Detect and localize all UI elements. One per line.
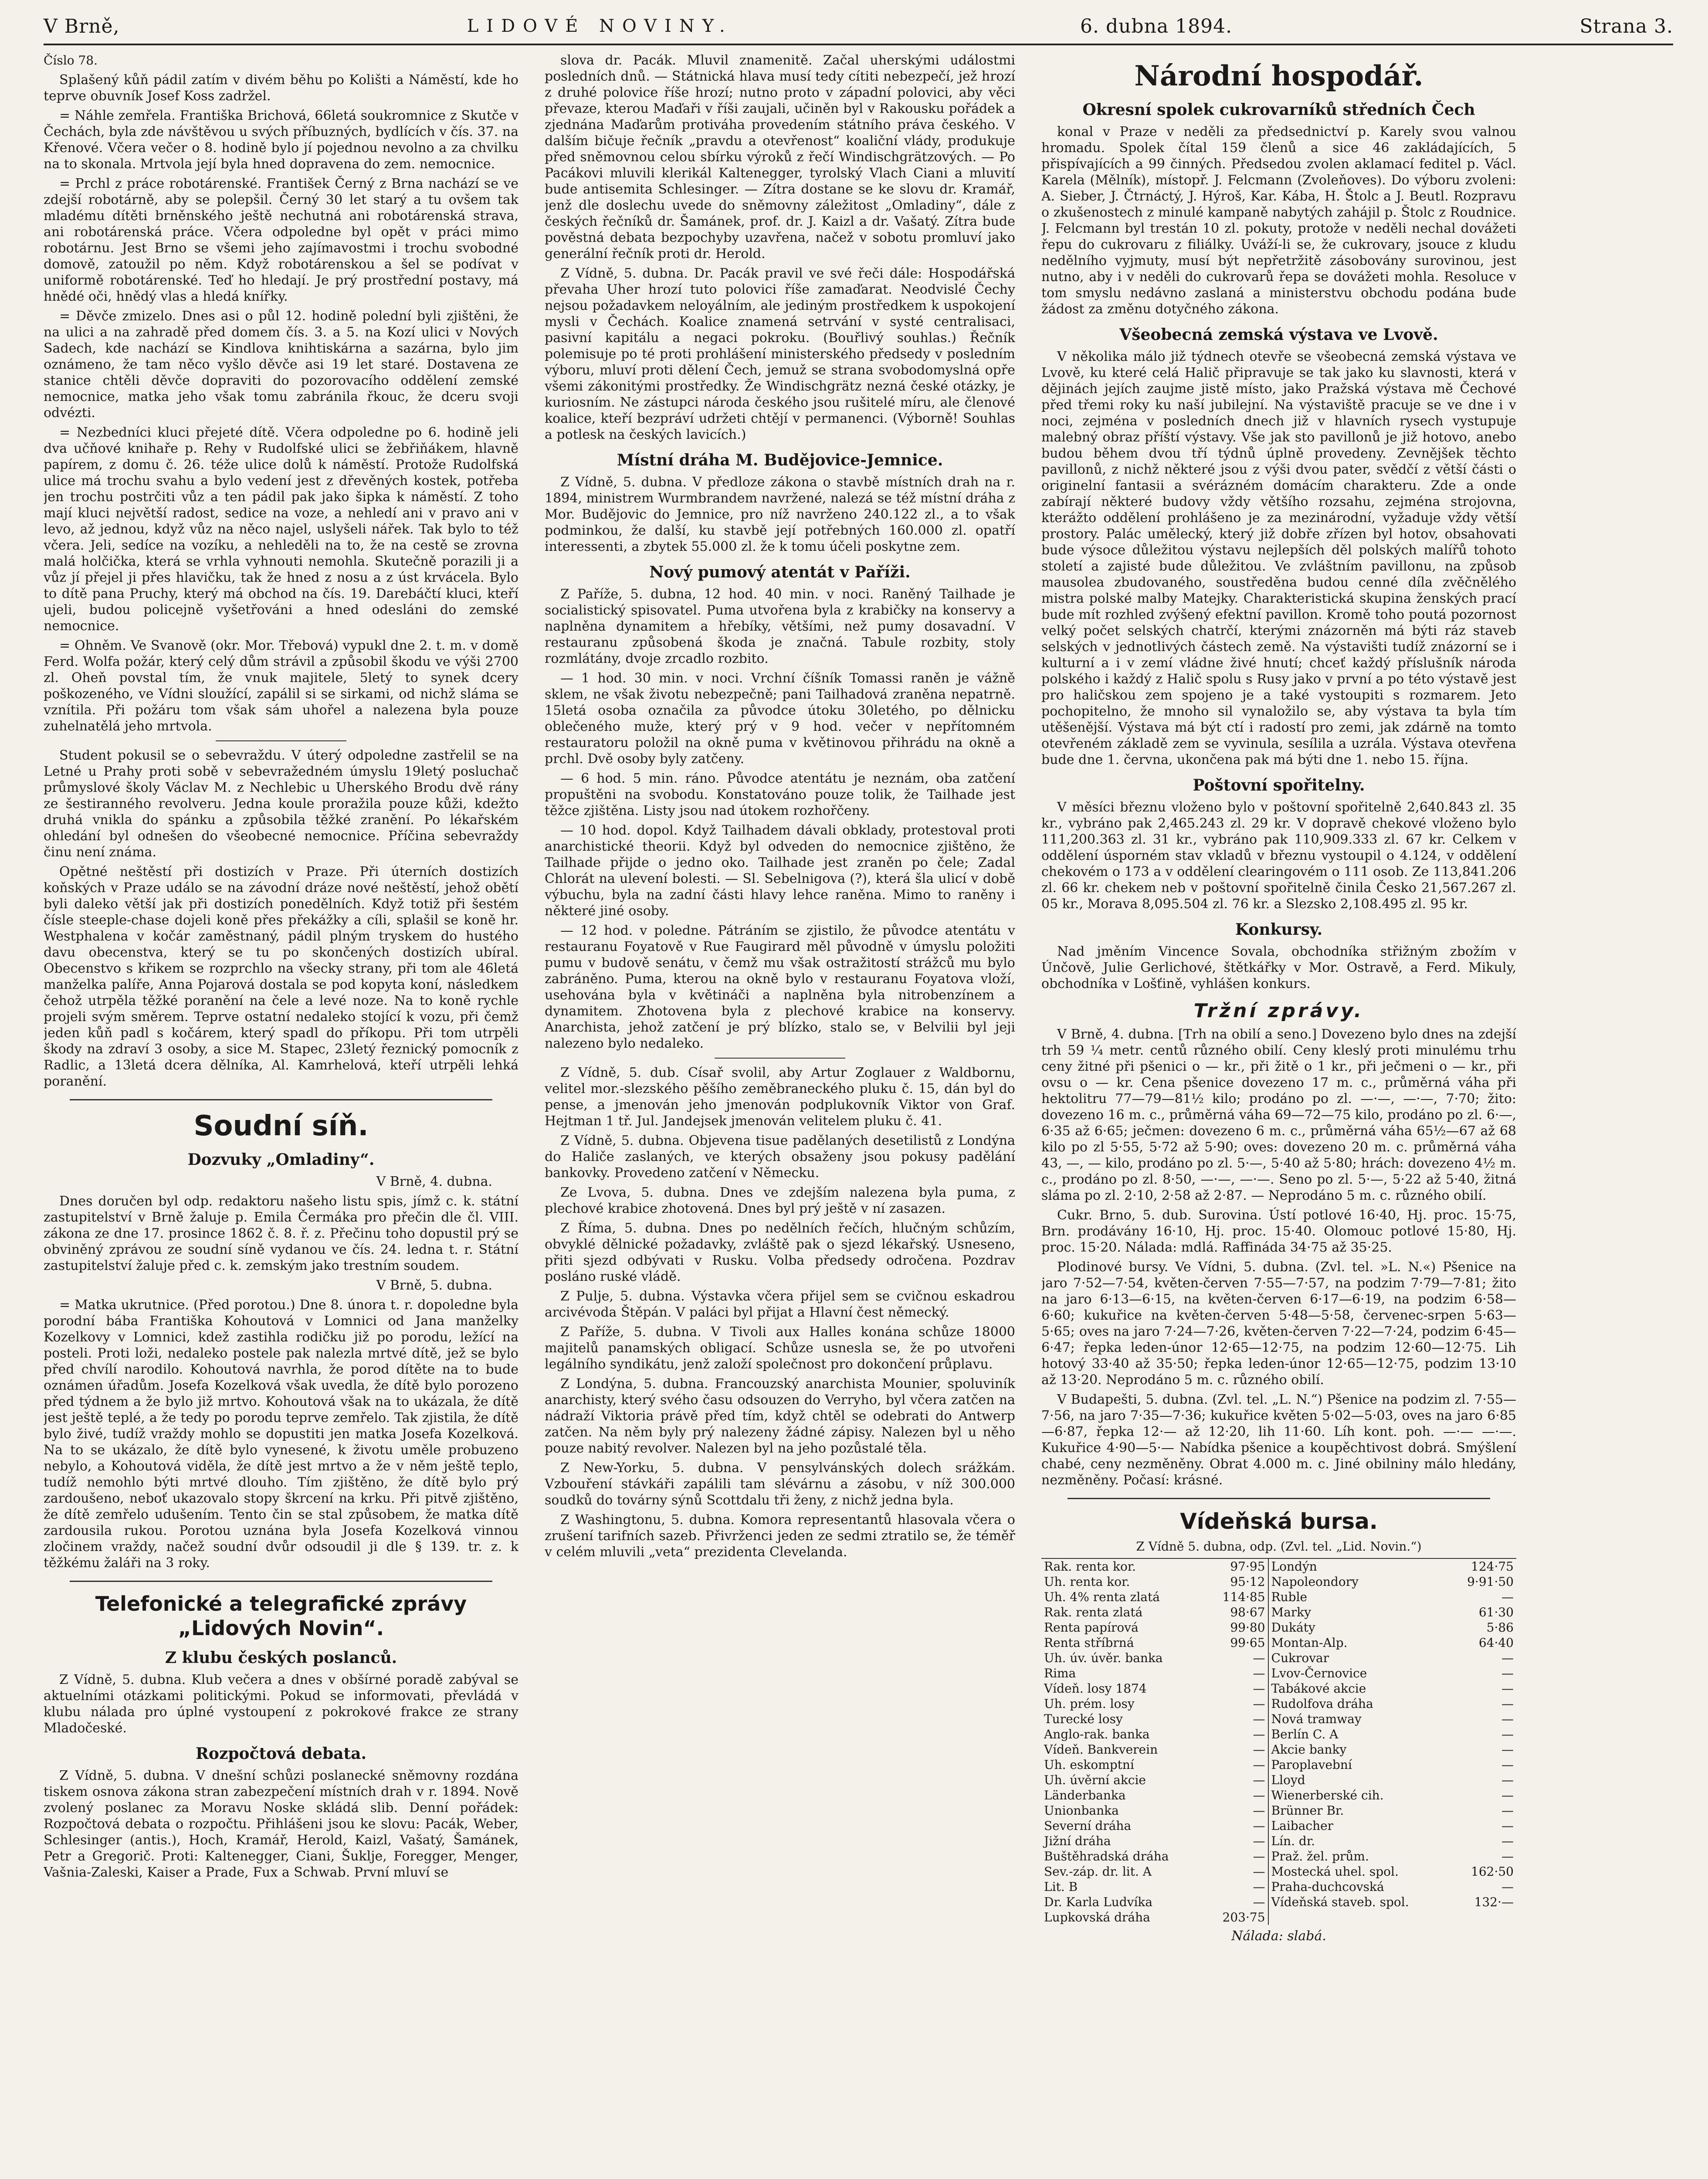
bursa-item-price [1450,1910,1516,1925]
article-title: Místní dráha M. Budějovice-Jemnice. [617,451,943,469]
bursa-item-name: Wienerberské cih. [1268,1788,1450,1803]
bursa-item-name: Laibacher [1268,1818,1450,1833]
bursa-item-price: 162·50 [1471,1864,1514,1879]
dateline: V Brně, 4. dubna. [376,1174,492,1189]
table-row [1041,1620,1516,1635]
bursa-item-name: Berlín C. A [1268,1727,1450,1742]
bursa-item-name: Mostecká uhel. spol. [1268,1864,1450,1879]
bursa-item-name: Uh. eskomptní [1044,1758,1134,1772]
table-row [1041,1666,1516,1681]
article-paragraph: konal v Praze v neděli za předsednictví p. Karely svou valnou hromadu. Spolek čítal 159 členů a sice 46 zakládajících, 5 přispívajících a 99 činných. Předsedou zvolen aklamací feditel p. Václ. Karela (Mělník), místopř. J. Felcmann (Zvoleňoves). Do výboru zvoleni: A. Sieber, J. Čtrnáctý, J. Hýroš, Kar. Kába, H. Štolc a J. Beutl. Rozpravu o zkušenostech z minulé kampaně nabytých zahájil p. Štolc z Roudnice. J. Felcmann byl trestán 10 zl. pokuty, protože v neděli nechal dovážeti řepu do cukrovaru z filiálky. Uváží-li se, že cukrovary, jsouce z kludu nedělního vyjmuty, musí být nepřetržitě zásobovány surovinou, jest nutno, aby i v neděli do cukrovarů řepa se dovážeti mohla. Resoluce v tom smyslu nedávno zaslaná a ministerstvu obchodu podána bude žádost za změnu dotyčného zákona. [1041,124,1516,317]
section-title-court: Soudní síň. [193,1110,369,1142]
header-rule [44,44,1673,45]
bursa-item-price: 114·85 [1222,1590,1265,1604]
bursa-item-price: — [1501,1758,1514,1772]
article-paragraph: — 1 hod. 30 min. v noci. Vrchní číšník Tomassi raněn je vážně sklem, ne však životu nebezpečně; pani Tailhadová zraněna nepatrně. 15letá osoba označila za původce útoku 30letého, po dělnicku oblečeného muže, který prý v 9 hod. večer v nepřítomném restauratoru položil na okně puma v květinovou přihrádu na okně a prchl. Dvě osoby byly zatčeny. [545,671,1015,767]
bursa-item-price: — [1501,1803,1514,1818]
bursa-item-price: — [1501,1849,1514,1863]
table-row [1041,1910,1516,1925]
bursa-item-name: Brünner Br. [1268,1803,1450,1818]
bursa-item-price: — [1253,1727,1265,1741]
article-paragraph: = Nezbedníci kluci přejeté dítě. Včera odpoledne po 6. hodině jeli dva učňové knihaře p. Rehy v Rudolfské ulici se žebřiňákem, hlavně papírem, z domu č. 26. téže ulice dolů k náměstí. Protože Rudolfská ulice má trochu svahu a bylo vedení jest z dřevěných kostek, potřeba jen trochu postrčiti vůz a ten pádil pak jako šipka k náměstí. Z toho mají kluci největší radost, sedice na voze, a nehledí ani v pravo ani v levo, až jednou, když vůz na něco najel, uslyšeli nářek. Tak bylo to též včera. Jeli, sedíce na vozíku, a nehleděli na to, že na cestě se zrovna malá holčička, která se vrhla vyhnouti nemohla. Skutečně porazili ji a vůz jí přejel ji přes hlavičku, tak že hned z nosu a z úst krvácela. Bylo to dítě pana Pruchy, který má obchod na čís. 19. Darebáčtí kluci, kteří ujeli, budou policejně vyšetřováni a hned odesláni do zemské nemocnice. [44,425,518,634]
bursa-dateline: Z Vídně 5. dubna, odp. (Zvl. tel. „Lid. Novin.“) [1136,1539,1422,1554]
table-row [1041,1589,1516,1605]
divider [715,1058,845,1059]
bursa-item-price: 98·67 [1230,1605,1265,1619]
article-title: Rozpočtová debata. [196,1745,366,1763]
bursa-item-name: Cukrovar [1268,1650,1450,1666]
bursa-item-price: — [1501,1834,1514,1848]
section-title-bursa: Vídeňská bursa. [1180,1509,1378,1534]
columns [44,52,1673,2179]
bursa-item-price: 61·30 [1478,1605,1514,1619]
bursa-item-name: Unionbanka [1044,1803,1119,1818]
table-row [1041,1833,1516,1849]
bursa-item-price: — [1501,1590,1514,1604]
bursa-item-name [1268,1910,1450,1925]
article-paragraph: Z Vídně, 5. dubna. Klub večera a dnes v obšírné poradě zabýval se aktuelními otázkami politickými. Pokud se informovati, převládá v klubu nálada pro úplné vystoupení z pokrokové frakce ze strany Mladočeské. [44,1672,518,1736]
table-row [1041,1849,1516,1864]
bursa-item-price: — [1253,1712,1265,1726]
bursa-item-price: — [1253,1849,1265,1863]
bursa-item-name: Rak. renta kor. [1041,1558,1206,1574]
table-row [1041,1772,1516,1788]
article-paragraph: Z Vídně, 5. dub. Císař svolil, aby Artur Zoglauer z Waldbornu, velitel mor.-slezského pěšího zeměbraneckého pluku č. 15, dán byl do pense, a jmenován jeho jmenován podplukovník Viktor von Graf. Hejtman 1 tř. Jul. Jandejsek jmenován velitelem pluku č. 41. [545,1065,1015,1129]
article-paragraph: V Budapešti, 5. dubna. (Zvl. tel. „L. N.“) Pšenice na podzim zl. 7·55—7·56, na jaro 7·35—7·36; kukuřice květen 5·02—5·03, oves na jaro 6·85—6·87, řepka 12·— až 12·20, lih 11·60. Líh kont. poh. —·— —·—. Kukuřice 4·90—5·— Nabídka pšenice a koupěchtivost dobrá. Smýšlení chabé, ceny nezměněny. Obrat 4.000 m. c. Jiné obilniny málo hledány, nezměněny. Počasí: krásné. [1041,1392,1516,1488]
article-paragraph: = Matka ukrutnice. (Před porotou.) Dne 8. února t. r. dopoledne byla porodní bába Františka Kohoutová v Lomnici od Jana manželky Kozelkovy v Lomnici, kdež zastihla rodičku již po porodu, ležící na posteli. Proti loži, nedaleko postele pak nalezla mrtvé dítě, jež se bylo před chvílí narodilo. Kohoutová navrhla, že porod dítěte na to bude oznámen úřadům. Josefa Kozelková však uvedla, že dítě bylo porozeno před týdnem a že bylo již mrtvo. Kohoutová však na to ukázala, že dítě jest ještě teplé, a že tedy po porodu teprve zemřelo. Tak zjistila, že dítě bylo živé, tudíž vraždy mohlo se dopustiti jen matka Josefa Kozelková. Na to se ukázalo, že dítě bylo vynesené, k životu uměle probuzeno nebylo, a Kohoutová viděla, že dítě jest mrtvo a že v něm ještě teplo, tudíž nemohlo býti mrtvé dlouho. Tím zjištěno, že dítě bylo prý zardoušeno, neboť ukazovalo stopy škrcení na krku. Při pitvě zjištěno, že dítě zemřelo udušením. Tento čin se stal způsobem, že matka dítě zardousila rukou. Porotou uznána byla Josefa Kozelková vinnou zločinem vraždy, načež soudní dvůr odsoudil ji dle § 139. tr. z. k těžkému žaláři na 3 roky. [44,1297,518,1571]
bursa-item-name: Länderbanka [1044,1788,1126,1802]
bursa-item-name: Ruble [1268,1589,1450,1605]
bursa-item-price: — [1253,1758,1265,1772]
bursa-item-price: 132·— [1474,1895,1514,1909]
article-paragraph: Z Paříže, 5. dubna. V Tivoli aux Halles konána schůze 18000 majitelů panamských obligací. Schůze usnesla se, že po utvořeni legálního syndikátu, jenž založí společnost pro dokončení průplavu. [545,1324,1015,1372]
table-row [1041,1788,1516,1803]
article-paragraph: Ze Lvova, 5. dubna. Dnes ve zdejším nalezena byla puma, z plechové krabice zhotovená. Dnes byl prý ještě v ní zasazen. [545,1185,1015,1216]
article-paragraph: = Náhle zemřela. Františka Brichová, 66letá soukromnice z Skutče v Čechách, byla zde návštěvou u svých příbuzných, bydlících v čís. 37. na Křenové. Včera večer o 8. hodině bylo jí pojednou nevolno a za chvilku na to skonala. Mrtvola její byla hned dopravena do zem. nemocnice. [44,108,518,172]
bursa-item-price: 97·95 [1206,1558,1268,1574]
article-paragraph: = Ohněm. Ve Svanově (okr. Mor. Třebová) vypukl dne 2. t. m. v domě Ferd. Wolfa požár, který celý dům strávil a způsobil škodu ve výši 2700 zl. Oheň povstal tím, že vnuk majitele, 5letý to synek dcery poškozeného, ve Vídni sloužící, zapálil si se sirkami, od nichž sláma se vznítila. Při požáru tom však sám uhořel a nalezena byla pouze zuhelnatělá jeho mrtvola. [44,638,518,734]
article-paragraph: V měsíci březnu vloženo bylo v poštovní spořitelně 2,640.843 zl. 35 kr., vybráno pak 2,465.243 zl. 29 kr. V dopravě chekové vloženo bylo 111,200.363 zl. 31 kr., vybráno pak 110,909.333 zl. 67 kr. Celkem v oddělení úsporném stav vkladů v březnu vystoupil o 4.124, v oddělení chekovém o 173 a v oddělení clearingovém o 111 osob. Ze 113,841.206 zl. 66 kr. chekem neb v poštovní spořitelně činila Česko 21,567.267 zl. 05 kr., Morava 8,095.504 zl. 76 kr. a Slezsko 2,108.495 zl. 95 kr. [1041,800,1516,912]
bursa-item-price: — [1501,1697,1514,1711]
bursa-item-price: — [1253,1681,1265,1696]
section-title-economy: Národní hospodář. [1134,60,1423,92]
bursa-item-price: — [1501,1651,1514,1665]
bursa-item-name: Buštěhradská dráha [1044,1849,1169,1863]
issue-number: Číslo 78. [44,53,98,68]
bursa-mood: Nálada: slabá. [1231,1928,1326,1944]
bursa-item-name: Akcie banky [1268,1742,1450,1757]
bursa-item-price: 5·86 [1486,1620,1514,1635]
section-title-telegraph: Telefonické a telegrafické zprávy „Lidových Novin“. [95,1592,467,1640]
divider [70,1099,492,1100]
article-paragraph: slova dr. Pacák. Mluvil znamenitě. Začal uherskými událostmi posledních dnů. — Státnická hlava musí tedy cítiti nebezpečí, jež hrozí z druhé polovice říše hrozí; nutno proto v západní polovici, aby věci převaze, kterou Maďaři v říši zaujali, učiněn byl v Rakousku pořádek a zjednána Maďarům protiváha provedením státního práva českého. V dalším bičuje řečník „pravdu a otevřenost“ koaliční vlády, produkuje před sněmovnou celou sbírku výroků z řečí Windischgrätzových. — Po Pacákovi mluvili klerikál Kaltenegger, tyrolský Vlach Ciani a mluvití bude antisemita Schlesinger. — Zítra dostane se ke slovu dr. Kramář, jenž dle doslechu uvede do sněmovny záležitost „Omladiny“, dále z českých řečníků dr. Šamánek, prof. dr. J. Kaizl a dr. Vašatý. Zítra bude pověstná debata bezpochyby uzavřena, načež v sobotu promluví jako generální řečník proti dr. Herold. [545,53,1015,261]
table-row [1041,1742,1516,1757]
column-3 [1041,52,1516,2179]
bursa-item-price: — [1253,1895,1265,1909]
article-paragraph: Z Pulje, 5. dubna. Výstavka včera přijel sem se cvičnou eskadrou arcivévoda Štěpán. V paláci byl přijat a Hlavní čest německý. [545,1289,1015,1320]
bursa-item-price: — [1501,1819,1514,1833]
bursa-item-price: — [1501,1788,1514,1802]
bursa-item-name: Uh. renta kor. [1044,1575,1130,1589]
bursa-item-name: Uh. úvěrní akcie [1044,1773,1146,1787]
article-paragraph: Student pokusil se o sebevraždu. V úterý odpoledne zastřelil se na Letné u Prahy proti sobě v sebevražedném úmyslu 19letý posluchač průmyslové školy Václav M. z Nechlebic u Uherského Brodu dvě rány ze šestiranného revolveru. Jedna koule proražila pouze kůži, kdežto druhá vnikla do spánku a způsobila těžké zranění. Po lékařském ohledání byl odnešen do všeobecné nemocnice. Příčina sebevraždy činu není známa. [44,748,518,860]
bursa-item-price: — [1253,1651,1265,1665]
table-row [1041,1681,1516,1696]
bursa-item-price: — [1253,1773,1265,1787]
article-title: Nový pumový atentát v Paříži. [649,563,911,581]
bursa-item-price: — [1253,1864,1265,1879]
bursa-item-name: Lvov-Černovice [1268,1666,1450,1681]
article-paragraph: = Děvče zmizelo. Dnes asi o půl 12. hodině polední byli zjištěni, že na ulici a na zahradě před domem čís. 3. a 5. na Kozí ulici v Nových Sadech, kde nachází se Kindlova knihtiskárna a sazárna, bylo jim oznámeno, že tam něco vyšlo děvče asi 19 let staré. Dostavena ze stanice chtěli děvče dopraviti do pozorovacího oddělení zemské nemocnice, matka jeho však tomu zabránila řkouc, že dceru svoji odvézti. [44,309,518,421]
bursa-item-name: Sev.-záp. dr. lit. A [1044,1864,1152,1879]
article-paragraph: Cukr. Brno, 5. dub. Surovina. Ústí potlové 16·40, Hj. proc. 15·75, Brn. prodávány 16·10, Hj. proc. 15·40. Olomouc potlové 15·80, Hj. proc. 15·20. Nálada: mdlá. Raffináda 34·75 až 35·25. [1041,1208,1516,1255]
bursa-item-price: — [1253,1697,1265,1711]
article-paragraph: Z Vídně, 5. dubna. Dr. Pacák pravil ve své řeči dále: Hospodářská převaha Uher hrozí tuto polovici říše zamaďarat. Neodvislé Čechy nejsou požadavkem neloyálním, ale jediným prostředkem k uspokojení mysli v Čechách. Koalice znamená setrvání v systé centralisaci, pasivní kapitálu a negaci pokroku. (Bouřlivý souhlas.) Řečník polemisuje po té proti prohlášení ministerského předsedy v posledním výboru, mluví proti dělení Čech, jemuž se strana svobodomyslná opře všemi zákonitými prostředky. Že Windischgrätz nezná české otázky, je kuriosním. Ne zástupci národa českého jsou rušitelé míru, ale členové koalice, kteří bezpráví udržeti chtějí v permanenci. (Výborně! Souhlas a potlesk na českých lavicích.) [545,266,1015,442]
article-paragraph: Z Říma, 5. dubna. Dnes po nedělních řečích, hlučným schůzím, obvyklé dělnické požadavky, zvláště pak o sjezd lékařský. Usneseno, přiti sjezd odbývati v Rusku. Volba předsedy odročena. Pozdrav posláno ruské vládě. [545,1221,1015,1284]
table-row [1041,1650,1516,1666]
bursa-item-price: — [1501,1880,1514,1894]
bursa-item-name: Praž. žel. prům. [1268,1849,1450,1864]
bursa-item-name: Uh. úv. úvěr. banka [1044,1651,1163,1665]
bursa-item-name: Turecké losy [1044,1712,1123,1726]
table-row [1041,1757,1516,1772]
page-header [44,9,1673,44]
bursa-item-name: Anglo-rak. banka [1044,1727,1150,1741]
article-paragraph: — 10 hod. dopol. Když Tailhadem dávali obklady, protestoval proti anarchistické theorii. Když byl odveden do nemocnice zjištěno, že Tailhade přijde o jedno oko. Tailhade jest zraněn po čele; Zadal Chlorát na ulevení bolesti. — Sl. Sebelnigova (?), která šla ulicí v době výbuchu, byla na zadní části hlavy lehce raněna. Mimo to raněny i některé jiné osoby. [545,823,1015,919]
article-paragraph: Z Vídně, 5. dubna. Objevena tisue padělaných desetilistů z Londýna do Haliče zaslaných, ve kterých obsaženy jsou pokusy padělání bankovky. Provedeno zatčení v Německu. [545,1133,1015,1181]
bursa-item-price: — [1253,1819,1265,1833]
article-title: Všeobecná zemská výstava ve Lvově. [1119,326,1438,344]
bursa-item-price: — [1253,1742,1265,1757]
article-paragraph: — 6 hod. 5 min. ráno. Původce atentátu je neznám, oba zatčení propuštěni na svobodu. Konstatováno pouze tolik, že Tailhade jest těžce zjištěna. Listy jsou nad útokem rozhořčeny. [545,771,1015,818]
bursa-item-name: Lupkovská dráha [1044,1910,1150,1924]
bursa-item-price: — [1253,1880,1265,1894]
divider [70,1581,492,1582]
article-title: Dozvuky „Omladiny“. [187,1151,375,1169]
bursa-item-price: — [1253,1834,1265,1848]
table-row [1041,1803,1516,1818]
header-date: 6. dubna 1894. [1080,15,1233,37]
bursa-item-name: Rima [1044,1666,1076,1680]
bursa-item-price: — [1501,1681,1514,1696]
bursa-item-name: Uh. 4% renta zlatá [1044,1590,1160,1604]
bursa-item-price: 99·80 [1230,1620,1265,1635]
bursa-item-name: Uh. prém. losy [1044,1697,1135,1711]
column-1 [44,52,518,2179]
bursa-item-name: Vídeňská staveb. spol. [1268,1894,1450,1910]
table-row [1041,1879,1516,1894]
bursa-item-name: Jižní dráha [1044,1834,1111,1848]
bursa-item-name: Rudolfova dráha [1268,1696,1450,1711]
bursa-item-name: Tabákové akcie [1268,1681,1450,1696]
table-row [1041,1574,1516,1589]
bursa-item-name: Lín. dr. [1268,1833,1450,1849]
bursa-item-price: 124·75 [1450,1558,1516,1574]
bursa-item-price: — [1501,1727,1514,1741]
article-paragraph: Z Washingtonu, 5. dubna. Komora representantů hlasovala včera o zrušení tarifních sazeb. Přivrženci jeden ze sedmi ztratilo se, že téměř v celém mluvili „veta“ prezidenta Clevelanda. [545,1512,1015,1560]
article-paragraph: Splašený kůň pádil zatím v divém běhu po Kolišti a Náměstí, kde ho teprve obuvník Josef Koss zadržel. [44,72,518,104]
article-paragraph: Z New-Yorku, 5. dubna. V pensylvánských dolech srážkám. Vzbouření stávkáři zapálili tam slévárnu a zásobu, v níž 300.000 soudků do továrny sýnů Scottdalu tři ženy, z nichž jedna byla. [545,1460,1015,1508]
bursa-item-price: 99·65 [1230,1636,1265,1650]
bursa-table [1041,1558,1516,1925]
article-title: Konkursy. [1235,920,1323,939]
bursa-item-name: Nová tramway [1268,1711,1450,1727]
bursa-item-name: Vídeň. Bankverein [1044,1742,1158,1757]
table-row [1041,1558,1516,1574]
bursa-item-name: Renta stříbrná [1044,1636,1134,1650]
table-row [1041,1635,1516,1650]
bursa-item-price: — [1501,1773,1514,1787]
dateline: V Brně, 5. dubna. [376,1278,492,1293]
bursa-item-name: Montan-Alp. [1268,1635,1450,1650]
article-paragraph: — 12 hod. v poledne. Pátráním se zjistilo, že původce atentátu v restauranu Foyatově v Rue Faugirard měl původně v úmyslu položiti pumu v budově senátu, v čemž mu však ostražitostí strážců mu bylo zabráněno. Puma, kterou na okně bylo v restauranu Foyatova vloží, usehována byla v květináči a naplněna byla nitrobenzínem a dynamitem. Zhotovena byla z plechové krabice na konservy. Anarchista, jehož zatčení je prý blízko, stalo se, v Belvilii byl jeji nalezeno bylo nedaleko. [545,923,1015,1051]
bursa-item-price: 203·75 [1222,1910,1265,1924]
article-paragraph: Dnes doručen byl odp. redaktoru našeho listu spis, jímž c. k. státní zastupitelství v Brně žaluje p. Emila Čermáka pro přečin dle čl. VIII. zákona ze dne 17. prosince 1862 č. 8. ř. z. Přečinu toho dopustil prý se obviněný zprávou ze soudní síně vydanou ve čís. 24. ledna t. r. Státní zastupitelství žaluje před c. k. zemským jako trestním soudem. [44,1194,518,1273]
table-row [1041,1696,1516,1711]
divider [216,740,346,741]
bursa-item-name: Severní dráha [1044,1819,1132,1833]
article-paragraph: Z Vídně, 5. dubna. V předloze zákona o stavbě místních drah na r. 1894, ministrem Wurmbrandem navržené, nalezá se též místní dráha z Mor. Budějovic do Jemnice, pro níž navrženo 240.122 zl., a to však podminkou, že další, ku stavbě její potřebných 160.000 zl. opatří interessenti, a zbytek 55.000 zl. že k tomu účeli poskytne zem. [545,475,1015,554]
newspaper-masthead: LIDOVÉ NOVINY. [467,16,733,36]
article-title: Z klubu českých poslanců. [165,1649,397,1667]
bursa-item-name: Rak. renta zlatá [1044,1605,1143,1619]
section-title-market: Tržní zprávy. [1193,1000,1364,1022]
bursa-item-price: — [1501,1666,1514,1680]
table-row [1041,1864,1516,1879]
bursa-item-name: Lit. B [1044,1880,1078,1894]
header-city: V Brně, [44,15,120,37]
divider [1068,1498,1490,1499]
article-paragraph: Z Londýna, 5. dubna. Francouzský anarchista Mounier, spoluviník anarchisty, který svého času odsouzen do Verryho, byl včera zatčen na nádraží Viktoria právě před tím, když chtěl se odebrati do Antwerp zatčen. Na něm byly prý nalezeny žádné zápisy. Nalezen byl u něho pouze nabitý revolver. Nalezen byl na jeho pozůstalé těla. [545,1376,1015,1456]
article-paragraph: Opětné neštěstí při dostizích v Praze. Při úterních dostizích koňských v Praze událo se na závodní dráze nové neštěstí, jehož obětí byli daleko větší jak při dostizích ponedělních. Když totiž při šestém čísle steeple-chase dojeli koně přes překážky a cíli, splašil se koně hr. Westphalena v kočár zaměstnaný, pádil plným tryskem do hustého davu obecenstva, který se tu po skončených dostizích ubíral. Obecenstvo s křikem se rozprchlo na všecky strany, při tom ale 46letá manželka palíře, Anna Pojarová dostala se pod kopyta koní, následkem čehož utrpěla těžké poranění na čele a levé noze. Na to koně rychle projeli svým směrem. Teprve ostatní nedaleko stojící k vozu, při čemž jeden kůň padl s kočárem, který spadl do příkopu. Při tom utrpěli škody na zdraví 3 osoby, a sice M. Stapec, 23letý řeznický pomocník z Radlic, a 13letá dcera dělníka, Al. Kamrhelová, kteří utrpěli lehká poranění. [44,864,518,1089]
article-paragraph: = Prchl z práce robotárenské. František Černý z Brna nachází se ve zdejší robotárně, aby se polepšil. Černý 30 let starý a tu ovšem tak mladému dítěti brněnského ještě nechutná ani robotárenská strava, ani robotárenská práce. Včera odpoledne byl opět v práci mimo robotárnu. Jest Brno se všemi jeho zajímavostmi i trochu svobodné domově, zatoužil po něm. Když robotárenskou a šel se podívat v uniformě robotárenské. Teď ho hledají. Je prý prostřední postavy, má hnědé oči, hnědý vlas a hledá knířky. [44,176,518,304]
article-paragraph: V Brně, 4. dubna. [Trh na obilí a seno.] Dovezeno bylo dnes na zdejší trh 59 ¼ metr. centů různého obilí. Ceny kleslý proti minulému trhu ceny žitné při pšenici o — kr., při žitě o 1 kr., při ječmeni o — kr., při ovsu o — kr. Cena pšenice dovezeno 17 m. c., průměrná váha při hektolitru 77—79—81½ kilo; prodáno po zl. —·—, —·—, 7·70; žito: dovezeno 16 m. c., průměrná váha 69—72—75 kilo, prodáno po zl. 6·—, 6·35 až 6·65; ječmen: dovezeno 6 m. c., průměrná váha 65½—67 až 68 kilo po zl 5·55, 5·72 až 5·90; oves: dovezeno 20 m. c. průměrná váha 43, —, — kilo, prodáno po zl. 5·—, 5·40 až 5·80; hrách: dovezeno 4½ m. c., prodáno po zl. 8·50, —·—, —·—. Seno po zl. 5·—, 5·22 až 5·40, žitná sláma po zl. 2·10, 2·58 až 2·87. — Neprodáno 5 m. c. různého obilí. [1041,1027,1516,1203]
bursa-item-price: — [1253,1788,1265,1802]
table-row [1041,1605,1516,1620]
bursa-item-price: — [1253,1666,1265,1680]
table-row [1041,1894,1516,1910]
header-page-number: Strana 3. [1579,15,1673,37]
article-paragraph: Plodinové bursy. Ve Vídni, 5. dubna. (Zvl. tel. »L. N.«) Pšenice na jaro 7·52—7·54, květen-červen 7·55—7·57, na podzim 7·79—7·81; žito na jaro 6·13—6·15, na květen-červen 6·17—6·19, na podzim 6·58—6·60; kukuřice na květen-červen 5·48—5·58, červenec-srpen 5·63—5·65; oves na jaro 7·24—7·26, květen-červen 7·22—7·24, podzim 6·45—6·47; řepka leden-únor 12·65—12·75, na podzim 12·60—12·75. Lih hotový 33·40 až 35·50; řepka leden-únor 12·65—12·75, podzim 13·10 až 13·20. Neprodáno 5 m. c. různého obilí. [1041,1259,1516,1388]
bursa-item-name: Dr. Karla Ludvíka [1044,1895,1153,1909]
article-paragraph: Z Paříže, 5. dubna, 12 hod. 40 min. v noci. Raněný Tailhade je socialistický spisovatel. Puma utvořena byla z krabičky na konservy a naplněna dynamitem a hřebíky, většími, než pumy dosavadní. V restauranu způsobená škoda je značná. Tabule rozbity, stoly rozmlátány, dvoje zrcadlo rozbito. [545,587,1015,666]
table-row [1041,1727,1516,1742]
bursa-item-name: Londýn [1268,1558,1450,1574]
table-row [1041,1711,1516,1727]
bursa-item-price: — [1253,1803,1265,1818]
article-title: Poštovní spořitelny. [1193,776,1365,794]
bursa-item-name: Vídeň. losy 1874 [1044,1681,1147,1696]
article-paragraph: Nad jměním Vincence Sovala, obchodníka střižným zbožím v Únčově, Julie Gerlichové, štětkářky v Mor. Ostravě, a Ferd. Mikuly, obchodníka v Lošťině, vyhlášen konkurs. [1041,944,1516,991]
bursa-item-price: 95·12 [1230,1575,1265,1589]
bursa-item-name: Paroplavební [1268,1757,1450,1772]
table-row [1041,1818,1516,1833]
bursa-item-price: 64·40 [1478,1636,1514,1650]
bursa-item-name: Marky [1268,1605,1450,1620]
bursa-item-name: Lloyd [1268,1772,1450,1788]
article-title: Okresní spolek cukrovarníků středních Čech [1082,101,1475,119]
article-paragraph: V několika málo již týdnech otevře se všeobecná zemská výstava ve Lvově, ku které celá Halič připravuje se tak jako ku slavnosti, která v dějinách jejích zaujme jistě místo, jako Pražská výstava mě Čechové před třemi roky ku naší jubilejní. Na výstaviště pracuje se ve dne i v noci, zejména v posledních dnech již v hlavních rysech vystupuje malebný obraz příští výstavy. Vše jak sto pavillonů je již hotovo, anebo budou během dvou tří týdnů úplně provedeny. Zevnějšek těchto pavillonů, z nichž některé jsou z výši dvou pater, svědčí z větší části o originelní fantasii a svérázném domácím charakteru. Zde a onde zabírají některé budovy vždy většího rozsahu, zejména strojovna, kterážto oddělení prohlášeno je za mezinárodní, vyžaduje vždy větší prostory. Palác umělecký, který již dobře zřízen byl hotov, obsahovati bude výsoce důležitou výstavu nejlepších děl polských malířů tohoto století a zajisté bude důležitou. Ve zvláštním pavillonu, na způsob mausolea zbudovaného, soustředěna budou cenné díla zvěčnělého mistra polské malby Matejky. Charakteristická skupina ženských prací bude mít rozhled zvýšený efektní pavillon. Kromě toho poutá pozornost velký počet selských chatrčí, kterými znázorněn má býti ráz staveb selských v jednotlivých částech země. Na výstavišti tudíž znázorní se i kulturní a i v zemí vládne živé hnutí; chceť každý příslušník národa polského i každý z Halič spolu s Rusy jako v první a po této výstavě jest pro haličskou zem spojeno je a také vystoupiti s rozmarem. Jeto pochopitelno, že mnoho sil vynaložilo se, aby výstava ta byla tím utěšenější. Výstava má být ctí i radostí pro zemi, jak zdárně na tomto otevřeném základě zem se vyvinula, sesílila a uzrála. Výstava otevřena bude dne 1. června, ukončena pak má býti dne 1. nebo 15. října. [1041,349,1516,767]
bursa-item-name: Praha-duchcovská [1268,1879,1450,1894]
article-paragraph: Z Vídně, 5. dubna. V dnešní schůzi poslanecké sněmovny rozdána tiskem osnova zákona stran zabezpečení místních drah v r. 1894. Nově zvolený poslanec za Moravu Noske skládá slib. Denní pořádek: Rozpočtová debata o rozpočtu. Přihlášeni jsou ke slovu: Pacák, Weber, Schlesinger (antis.), Hoch, Kramář, Herold, Kaizl, Vašatý, Šamánek, Petr a Gregorič. Proti: Kaltenegger, Ciani, Šuklje, Foregger, Menger, Vašnia-Zaleski, Kaiser a Prade, Fux a Schwab. První mluví se [44,1768,518,1880]
bursa-item-price: 9·91·50 [1467,1575,1514,1589]
column-2 [545,52,1015,2179]
bursa-item-price: — [1501,1712,1514,1726]
bursa-item-price: — [1501,1742,1514,1757]
bursa-item-name: Napoleondory [1268,1574,1450,1589]
bursa-item-name: Dukáty [1268,1620,1450,1635]
bursa-item-name: Renta papírová [1044,1620,1139,1635]
